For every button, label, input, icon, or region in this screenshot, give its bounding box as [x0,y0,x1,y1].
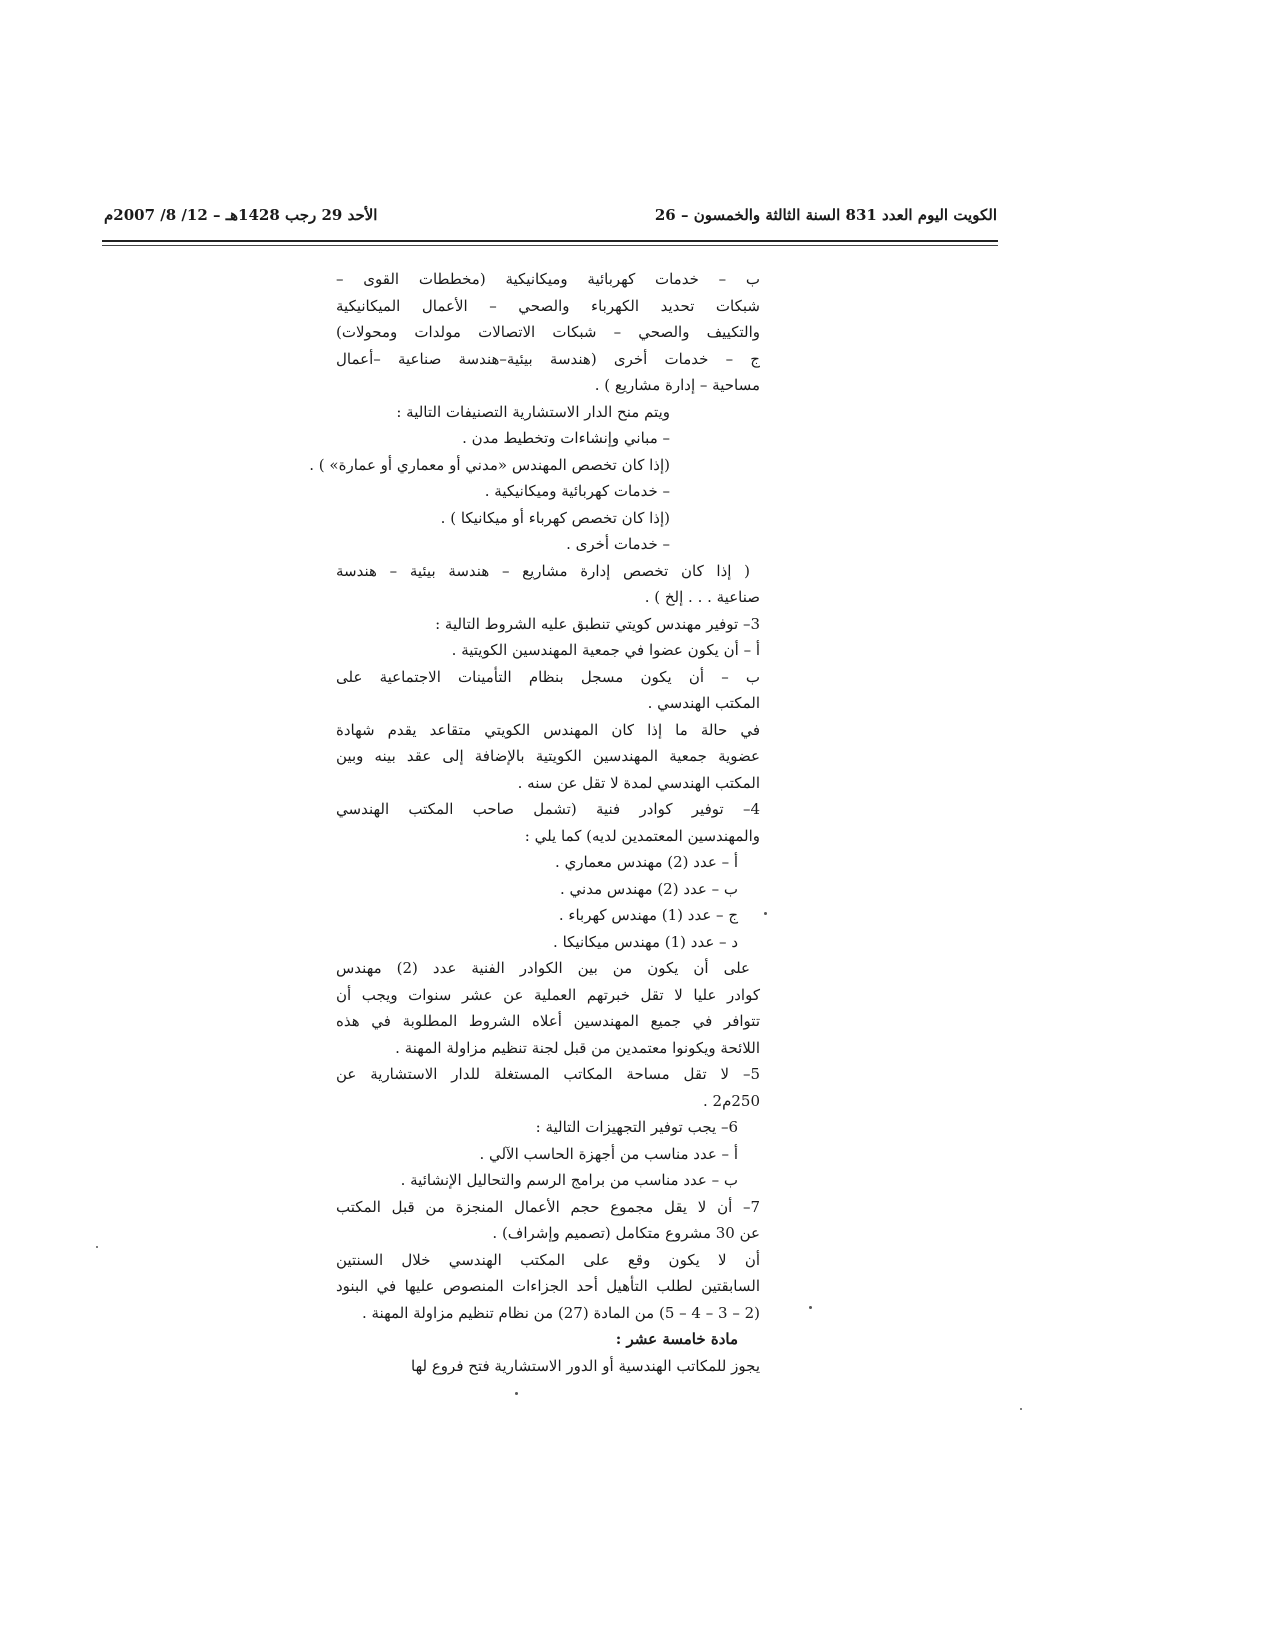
text-line: 6– يجب توفير التجهيزات التالية : [535,1118,738,1136]
text-line: كوادر عليا لا تقل خبرتهم العملية عن عشر سنوات ويجب أن [336,985,760,1004]
text-line: 3– توفير مهندس كويتي تنطبق عليه الشروط التالية : [435,614,760,633]
text-line: – خدمات أخرى . [566,535,670,553]
header-date: الأحد 29 رجب 1428هـ – 12/ 8/ 2007م [104,206,378,224]
text-line: ويتم منح الدار الاستشارية التصنيفات التالية : [396,402,670,421]
article-heading: مادة خامسة عشر : [615,1330,738,1348]
text-line: مساحية – إدارة مشاريع ) . [594,376,760,394]
text-line: المكتب الهندسي لمدة لا تقل عن سنه . [517,773,760,792]
text-line: على أن يكون من بين الكوادر الفنية عدد (2) مهندس [336,959,750,977]
text-line: – خدمات كهربائية وميكانيكية . [484,482,670,500]
text-line: (إذا كان تخصص كهرباء أو ميكانيكا ) . [440,508,670,527]
text-line: 4– توفير كوادر فنية (تشمل صاحب المكتب الهندسي [336,800,760,818]
scan-speck [1020,1408,1022,1410]
text-line: السابقتين لطلب التأهيل أحد الجزاءات المنصوص عليها في البنود [336,1277,760,1295]
text-line: في حالة ما إذا كان المهندس الكويتي متقاعد يقدم شهادة [336,720,760,739]
text-line: ج – عدد (1) مهندس كهرباء . [558,906,738,924]
text-line: اللائحة ويكونوا معتمدين من قبل لجنة تنظيم مزاولة المهنة . [395,1038,760,1057]
text-line: ج – خدمات أخرى (هندسة بيئية–هندسة صناعية –أعمال [336,349,760,368]
scan-speck [96,1246,98,1248]
scan-speck [515,1392,518,1395]
text-line: والمهندسين المعتمدين لديه) كما يلي : [524,826,760,845]
text-line: 7– أن لا يقل مجموع حجم الأعمال المنجزة من قبل المكتب [336,1197,760,1216]
text-line: أ – عدد مناسب من أجهزة الحاسب الآلي . [479,1144,738,1163]
header-issue-info: الكويت اليوم العدد 831 السنة الثالثة والخمسون – 26 [654,206,997,224]
text-line: صناعية . . . إلخ ) . [644,588,760,606]
article-column [309,266,760,1379]
text-line: ( إذا كان تخصص إدارة مشاريع – هندسة بيئية – هندسة [336,561,750,580]
text-line: شبكات تحديد الكهرباء والصحي – الأعمال الميكانيكية [336,296,760,315]
text-line: – مباني وإنشاءات وتخطيط مدن . [462,429,670,447]
text-line: 5– لا تقل مساحة المكاتب المستغلة للدار الاستشارية عن [336,1065,760,1083]
text-line: أن لا يكون وقع على المكتب الهندسي خلال السنتين [336,1250,760,1269]
text-line: والتكييف والصحي – شبكات الاتصالات مولدات ومحولات) [336,323,760,341]
text-line: المكتب الهندسي . [647,694,760,712]
text-line: 250م2 . [702,1091,760,1110]
text-line: ب – أن يكون مسجل بنظام التأمينات الاجتماعية على [336,667,760,686]
text-line: ب – عدد (2) مهندس مدني . [560,879,738,898]
text-line: (إذا كان تخصص المهندس «مدني أو معماري أو عمارة» ) . [309,455,670,474]
header-rule-thin [102,245,998,246]
text-line: عن 30 مشروع متكامل (تصميم وإشراف) . [492,1224,760,1242]
text-line: ب – خدمات كهربائية وميكانيكية (مخططات القوى – [336,270,760,288]
text-line: (2 – 3 – 4 – 5) من المادة (27) من نظام تنظيم مزاولة المهنة . [361,1303,760,1322]
text-line: تتوافر في جميع المهندسين أعلاه الشروط المطلوبة في هذه [336,1012,760,1030]
header-rule-thick [102,240,998,242]
scan-speck [764,912,767,915]
scan-speck [809,1306,812,1309]
text-line: يجوز للمكاتب الهندسية أو الدور الاستشارية فتح فروع لها [411,1356,760,1375]
text-line: أ – أن يكون عضوا في جمعية المهندسين الكويتية . [451,641,760,659]
text-line: د – عدد (1) مهندس ميكانيكا . [553,932,738,951]
text-line: أ – عدد (2) مهندس معماري . [555,853,738,871]
text-line: عضوية جمعية المهندسين الكويتية بالإضافة إلى عقد بينه وبين [336,747,760,765]
text-line: ب – عدد مناسب من برامج الرسم والتحاليل الإنشائية . [400,1171,738,1189]
